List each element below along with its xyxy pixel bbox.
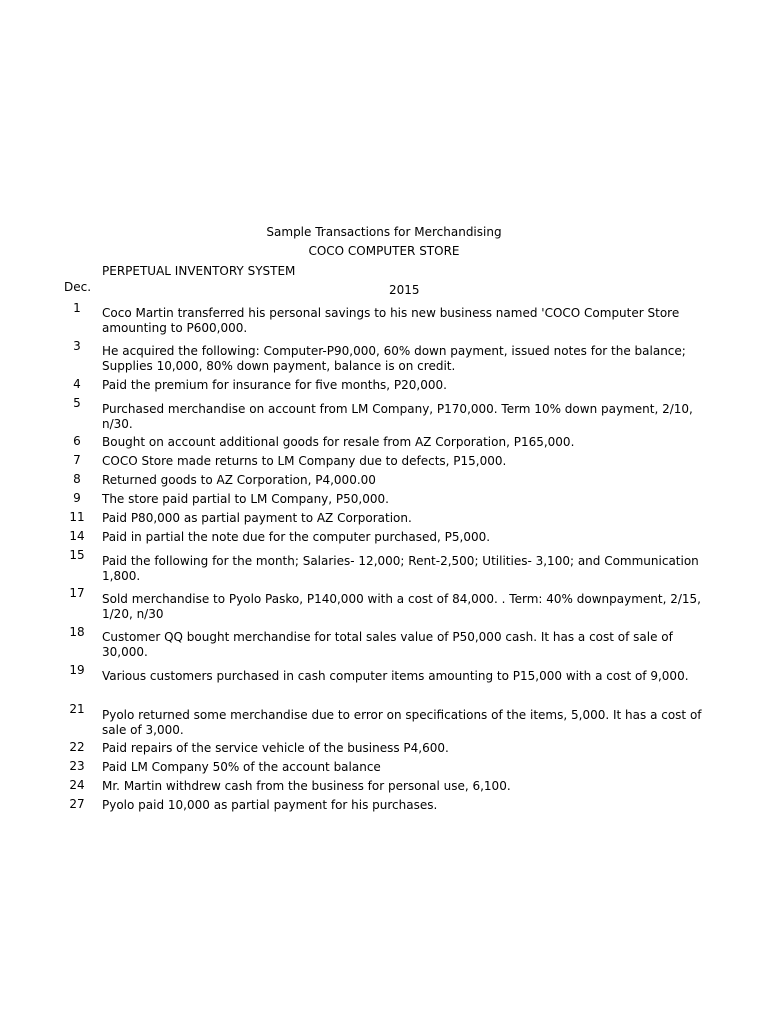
transaction-description: Pyolo returned some merchandise due to error on specifications of the items, 5,000. It has a cost of sale of 3,000. [102, 708, 702, 737]
transaction-day: 9 [73, 491, 81, 505]
transaction-day: 18 [69, 625, 85, 639]
transaction-description: Customer QQ bought merchandise for total sales value of P50,000 cash. It has a cost of sale of 30,000. [102, 630, 673, 659]
transaction-day: 14 [69, 529, 85, 543]
year-label: 2015 [389, 283, 420, 297]
transaction-description: Paid the following for the month; Salaries- 12,000; Rent-2,500; Utilities- 3,100; and Communication 1,800. [102, 554, 699, 583]
month-label: Dec. [64, 280, 92, 294]
transaction-description: Pyolo paid 10,000 as partial payment for his purchases. [102, 798, 438, 812]
transaction-day: 19 [69, 663, 85, 677]
transaction-day: 24 [69, 778, 85, 792]
transaction-day: 17 [69, 586, 85, 600]
transaction-description: COCO Store made returns to LM Company due to defects, P15,000. [102, 454, 507, 468]
transaction-description: Paid in partial the note due for the computer purchased, P5,000. [102, 530, 491, 544]
transaction-day: 7 [73, 453, 81, 467]
transaction-day: 6 [73, 434, 81, 448]
transaction-day: 5 [73, 396, 81, 410]
transaction-day: 4 [73, 377, 81, 391]
transaction-description: He acquired the following: Computer-P90,000, 60% down payment, issued notes for the balance; Supplies 10,000, 80% down payment, balance is on credit. [102, 344, 686, 373]
transaction-day: 22 [69, 740, 85, 754]
transaction-description: Various customers purchased in cash computer items amounting to P15,000 with a cost of 9,000. [102, 669, 689, 683]
inventory-system-label: PERPETUAL INVENTORY SYSTEM [102, 264, 296, 278]
transaction-day: 3 [73, 339, 81, 353]
transaction-description: Bought on account additional goods for resale from AZ Corporation, P165,000. [102, 435, 575, 449]
transaction-day: 21 [69, 702, 85, 716]
transaction-description: Coco Martin transferred his personal savings to his new business named 'COCO Computer Store amounting to P600,000. [102, 306, 680, 335]
transaction-day: 23 [69, 759, 85, 773]
transaction-description: Paid LM Company 50% of the account balance [102, 760, 381, 774]
transaction-description: Paid the premium for insurance for five months, P20,000. [102, 378, 447, 392]
transaction-day: 11 [69, 510, 85, 524]
transaction-description: Paid repairs of the service vehicle of the business P4,600. [102, 741, 449, 755]
transaction-day: 8 [73, 472, 81, 486]
transaction-description: Returned goods to AZ Corporation, P4,000.00 [102, 473, 376, 487]
transaction-description: Purchased merchandise on account from LM Company, P170,000. Term 10% down payment, 2/10, n/30. [102, 402, 693, 431]
transaction-description: Mr. Martin withdrew cash from the business for personal use, 6,100. [102, 779, 511, 793]
transaction-description: Sold merchandise to Pyolo Pasko, P140,000 with a cost of 84,000. . Term: 40% downpayment, 2/15, 1/20, n/30 [102, 592, 701, 621]
document-title: Sample Transactions for Merchandising [266, 225, 502, 239]
transaction-day: 1 [73, 301, 81, 315]
company-name: COCO COMPUTER STORE [308, 244, 460, 258]
transaction-day: 15 [69, 548, 85, 562]
transaction-description: Paid P80,000 as partial payment to AZ Corporation. [102, 511, 412, 525]
transaction-day: 27 [69, 797, 85, 811]
transaction-description: The store paid partial to LM Company, P50,000. [102, 492, 389, 506]
